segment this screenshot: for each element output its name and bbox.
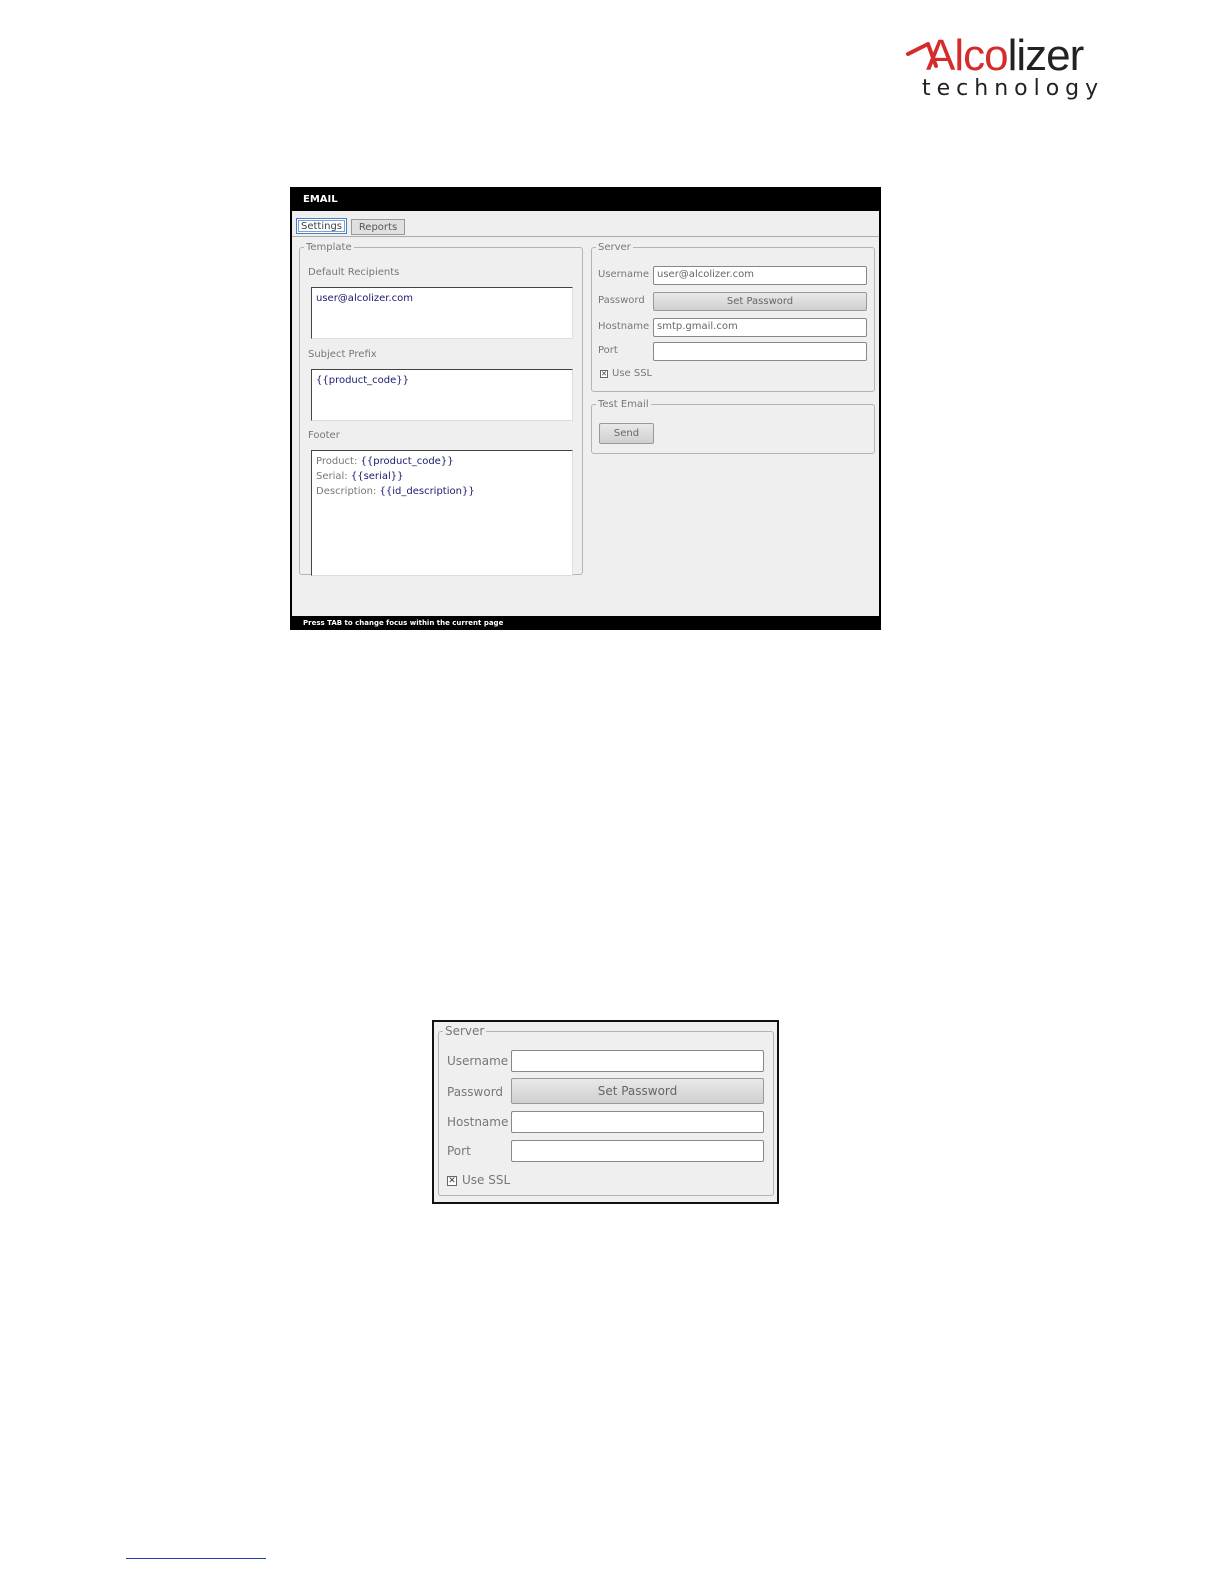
template-legend: Template <box>306 242 352 253</box>
port-label: Port <box>598 345 618 356</box>
zoom-port-input[interactable] <box>511 1140 764 1162</box>
zoom-hostname-label: Hostname <box>447 1115 509 1129</box>
tab-divider <box>292 236 879 237</box>
test-email-legend: Test Email <box>598 399 649 410</box>
server-zoom-legend: Server <box>445 1024 485 1038</box>
zoom-use-ssl-label: Use SSL <box>462 1173 511 1187</box>
window-client-area <box>292 211 879 616</box>
zoom-username-input[interactable] <box>511 1050 764 1072</box>
zoom-password-label: Password <box>447 1085 504 1099</box>
username-input[interactable]: user@alcolizer.com <box>653 266 867 285</box>
hostname-label: Hostname <box>598 321 650 332</box>
port-input[interactable] <box>653 342 867 361</box>
tab-settings[interactable]: Settings <box>296 218 347 234</box>
subject-prefix-value: {{product_code}} <box>316 375 410 386</box>
tab-reports[interactable]: Reports <box>351 219 405 235</box>
hostname-input[interactable]: smtp.gmail.com <box>653 318 867 337</box>
set-password-button[interactable]: Set Password <box>653 292 867 311</box>
footer-line: Description: {{id_description}} <box>316 486 475 497</box>
window-title: EMAIL <box>303 194 338 205</box>
default-recipients-value: user@alcolizer.com <box>316 293 414 304</box>
server-group-zoom <box>432 1020 779 1204</box>
email-window <box>290 187 881 630</box>
default-recipients-field[interactable] <box>311 287 573 339</box>
logo-subtitle: technology <box>922 76 1105 101</box>
status-bar: Press TAB to change focus within the current page <box>303 619 504 627</box>
footer-field[interactable] <box>311 450 573 576</box>
zoom-use-ssl-checkbox[interactable]: ✕ <box>448 1176 456 1186</box>
use-ssl-label: Use SSL <box>612 368 653 379</box>
footer-link-underline[interactable] <box>126 1558 266 1559</box>
zoom-port-label: Port <box>447 1144 471 1158</box>
subject-prefix-field[interactable] <box>311 369 573 421</box>
alcolizer-logo <box>900 30 1105 110</box>
send-button[interactable]: Send <box>599 423 654 444</box>
footer-line: Serial: {{serial}} <box>316 471 404 482</box>
username-label: Username <box>598 269 649 280</box>
footer-line: Product: {{product_code}} <box>316 456 454 467</box>
default-recipients-label: Default Recipients <box>308 267 400 278</box>
password-label: Password <box>598 295 645 306</box>
logo-wordmark: Alcolizer <box>926 31 1084 80</box>
zoom-hostname-input[interactable] <box>511 1111 764 1133</box>
zoom-set-password-button[interactable]: Set Password <box>511 1078 764 1104</box>
subject-prefix-label: Subject Prefix <box>308 349 377 360</box>
zoom-username-label: Username <box>447 1054 509 1068</box>
server-legend: Server <box>598 242 631 253</box>
footer-label: Footer <box>308 430 340 441</box>
use-ssl-checkbox[interactable]: ✕ <box>601 370 607 378</box>
